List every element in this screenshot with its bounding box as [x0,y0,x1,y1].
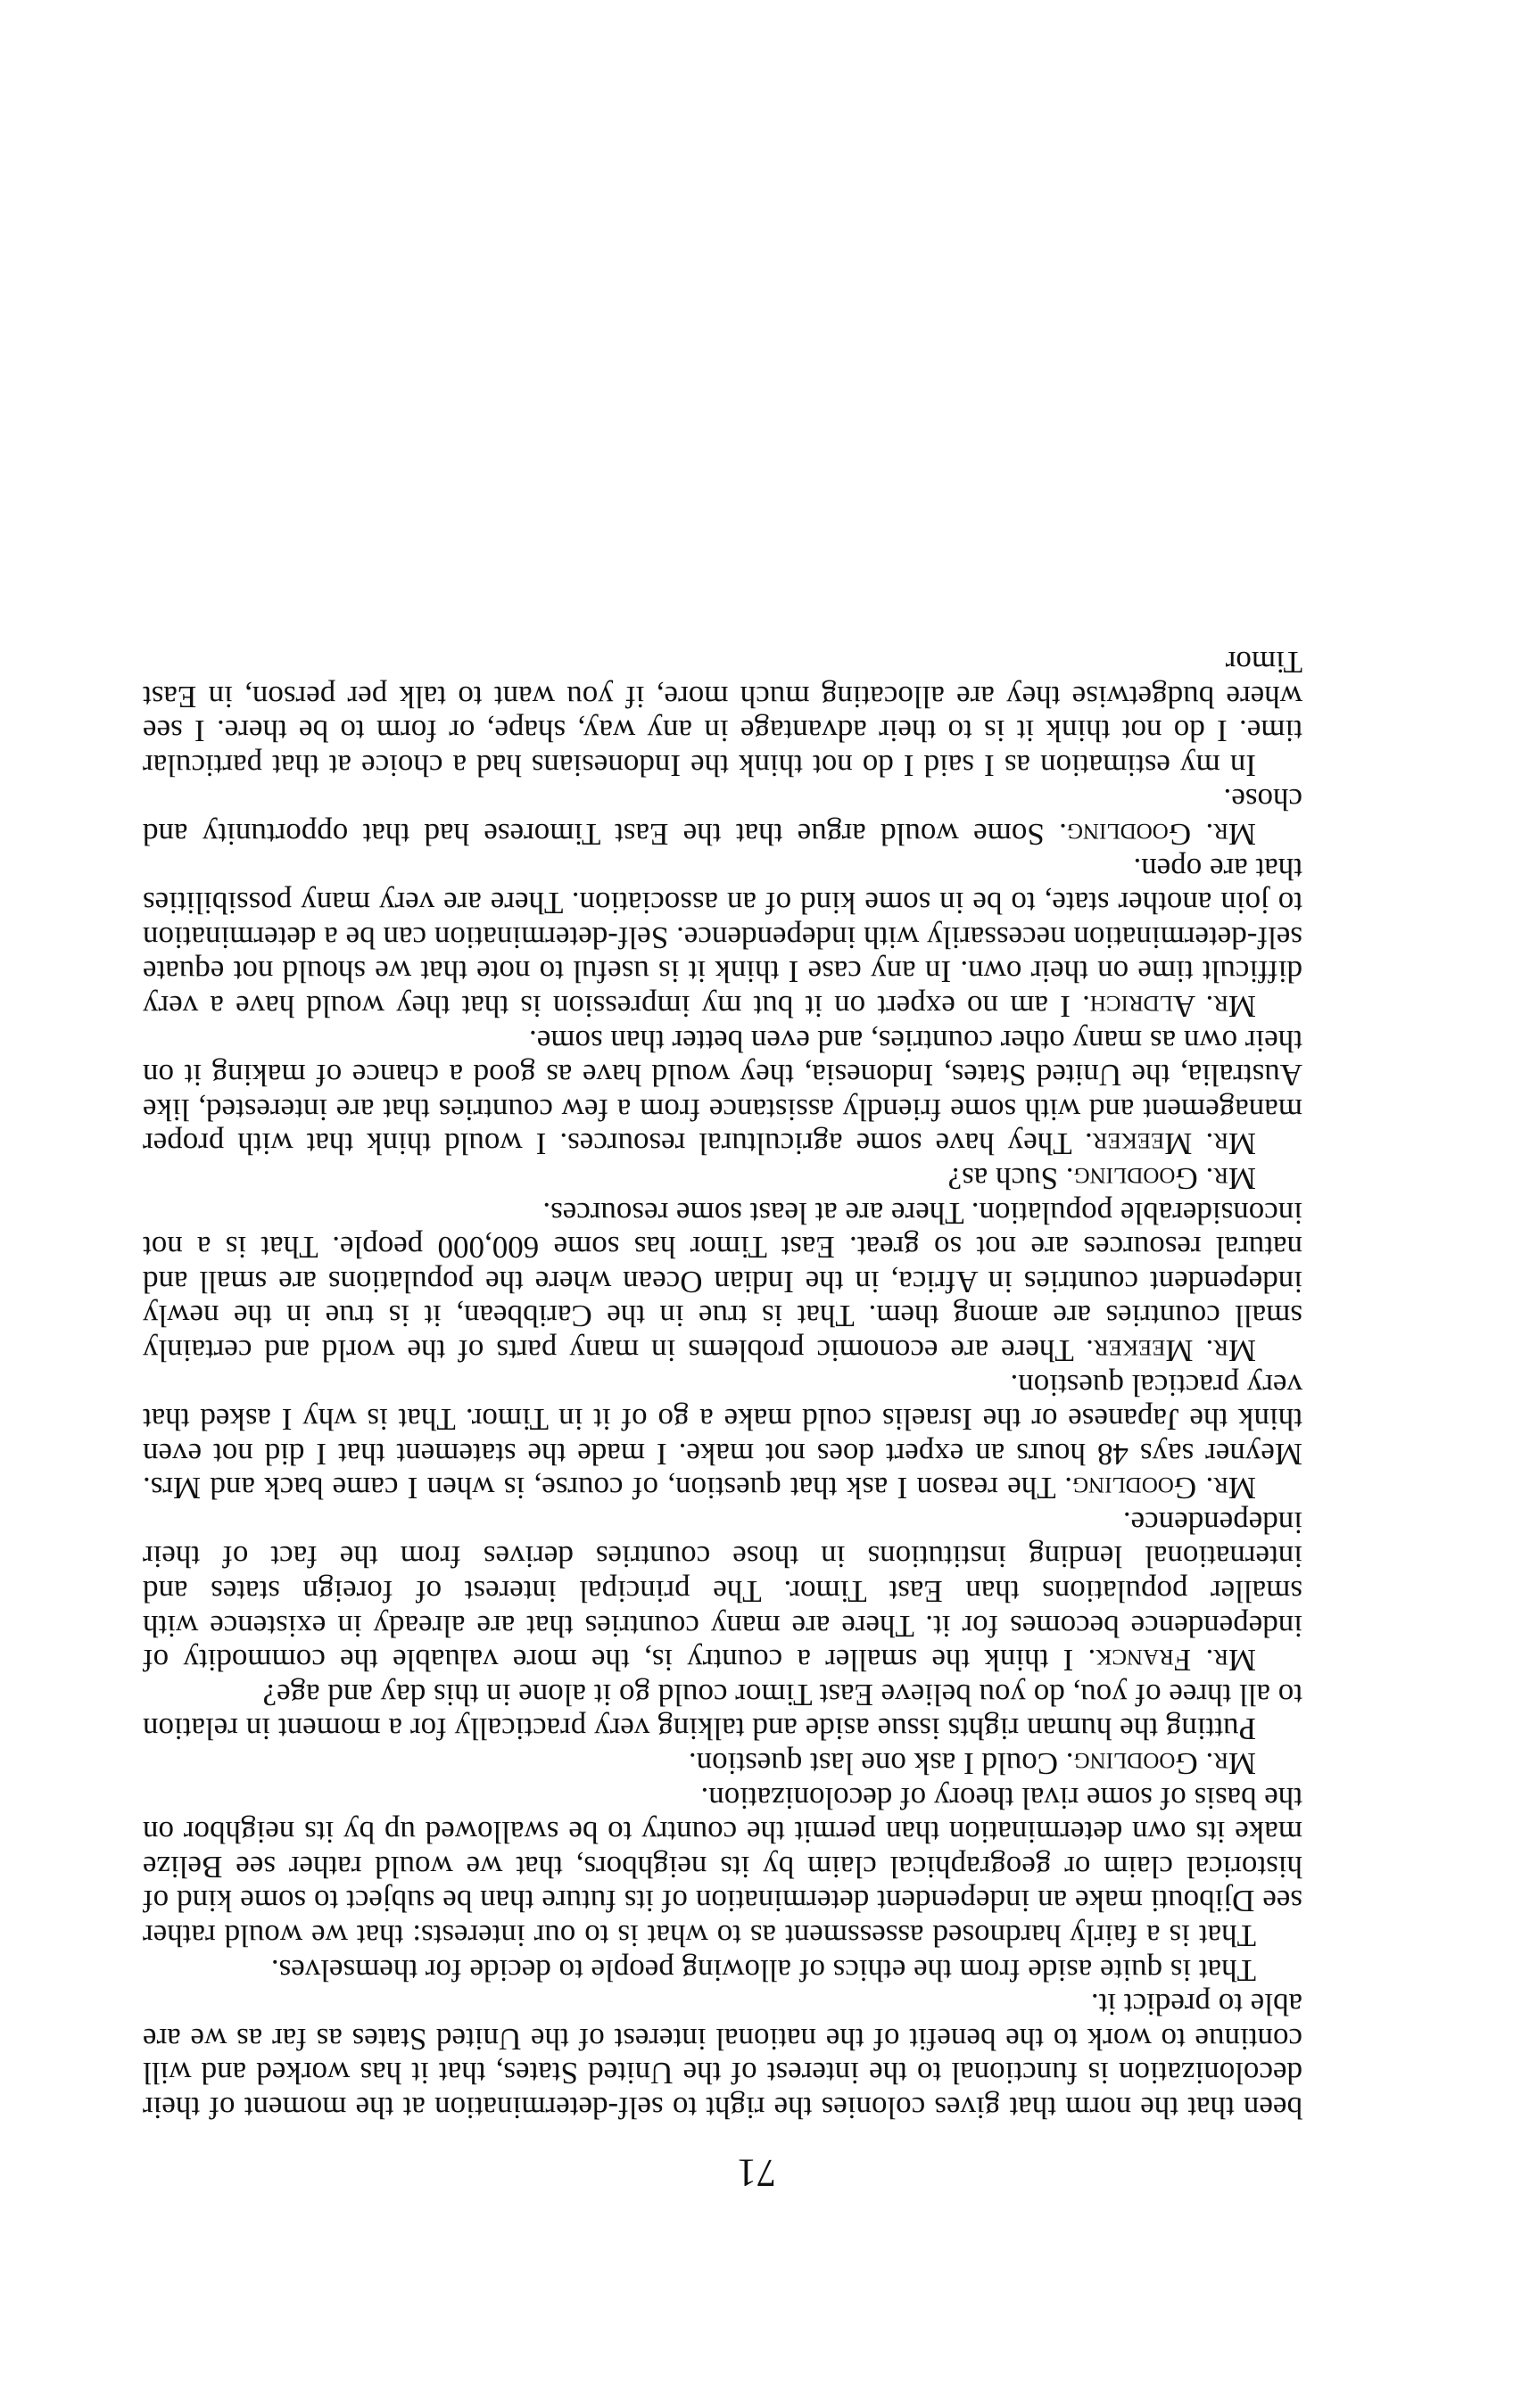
paragraph [143,1367,1302,1505]
paragraph [143,1745,1302,1780]
paragraph [143,1677,1302,1745]
paragraph [143,1023,1302,1160]
paragraph [143,1987,1302,2124]
paragraph-text: That is quite aside from the ethics of allowing people to decide for themselves. [270,1952,1256,1988]
speaker-name: Mr. Goodling. [1065,1746,1256,1782]
paragraph [143,782,1302,851]
speaker-name: Mr. Goodling. [1065,1160,1256,1196]
paragraph-text: been that the norm that gives colonies the right to self-determination at the moment of their decolonization is functional to the interest of the United States, that it has worked and will continue to work to the benefit of the national interest of the United States as far as we are able to predict it. [143,1987,1302,2125]
paragraph-text: Could I ask one last question. [688,1746,1059,1782]
paragraph-text: Putting the human rights issue aside and talking very practically for a moment in relation to all three of you, do you believe East Timor could go it alone in this day and age? [143,1677,1302,1747]
paragraph-text: They have some agricultural resources. I would think that with proper management and with some friendly assistance from a few countries that are interested, like Australia, the United States, Indonesia, they would have as good a chance of making it on their own as many other countries, and even better than some. [143,1023,1302,1162]
paragraph [143,1780,1302,1952]
body-text [143,644,1302,2124]
speaker-name: Mr. Goodling. [1064,1471,1256,1506]
paragraph [143,644,1302,781]
paragraph [143,1160,1302,1195]
paragraph-text: In my estimation as I said I do not think the Indonesians had a choice at that particular time. I do not think it is to their advantage in any way, shape, or form to be there. I see where budgetwise they are allocating much more, if you want to talk per person, in East Timor [143,645,1302,783]
speaker-name: Mr. Aldrich. [1082,989,1256,1024]
paragraph [143,1952,1302,1987]
paragraph-text: Some would argue that the East Timorese had that opportunity and chose. [142,782,1302,853]
page-number: 71 [737,2151,776,2195]
speaker-name: Mr. Meeker. [1085,1126,1256,1162]
paragraph-text: There are economic problems in many parts of the world and certainly small countries are among them. That is true in the Caribbean, it is true in the newly independent countries in Africa, in the Indian Ocean where the populations are small and natural resources are not so great. East Timor has some 600,000 people. That is a not inconsiderable population. There are at least some resources. [143,1195,1302,1368]
paragraph [143,1195,1302,1367]
paragraph-text: I am no expert on it but my impression is that they would have a very difficult time on their own. In any case I think it is useful to note that we should not equate self-determination necessarily with independence. Self-determination can be a determination to join another state, to be in some kind of an association. There are very many possibilities that are open. [143,851,1302,1024]
paragraph-text: Such as? [947,1160,1059,1196]
speaker-name: Mr. Goodling. [1059,817,1256,853]
speaker-name: Mr. Franck. [1087,1643,1256,1678]
speaker-name: Mr. Meeker. [1086,1332,1256,1368]
paragraph-text: I think the smaller a country is, the more valuable the commodity of independence becomes for it. There are many countries that are already in existence with smaller populations than East Timor. The principal interest of foreign states and international lending institutions in those countries derives from the fact of their independence. [142,1505,1302,1678]
paragraph-text: The reason I ask that question, of course, is when I came back and Mrs. Meyner says 48 hours an expert does not make. I made the statement that I did not even think the Japanese or the Israelis could make a go of it in Timor. That is why I asked that very practical question. [143,1367,1302,1506]
paragraph [143,1505,1302,1677]
paragraph [143,851,1302,1023]
paragraph-text: That is a fairly hardnosed assessment as to what is to our interests: that we would rather see Djibouti make an independent determination of its future than be subject to some kind of historical claim or geographical claim by its neighbors, that we would rather see Belize make its own determination than permit the country to be swallowed up by its neighbor on the basis of some rival theory of decolonization. [143,1780,1302,1954]
